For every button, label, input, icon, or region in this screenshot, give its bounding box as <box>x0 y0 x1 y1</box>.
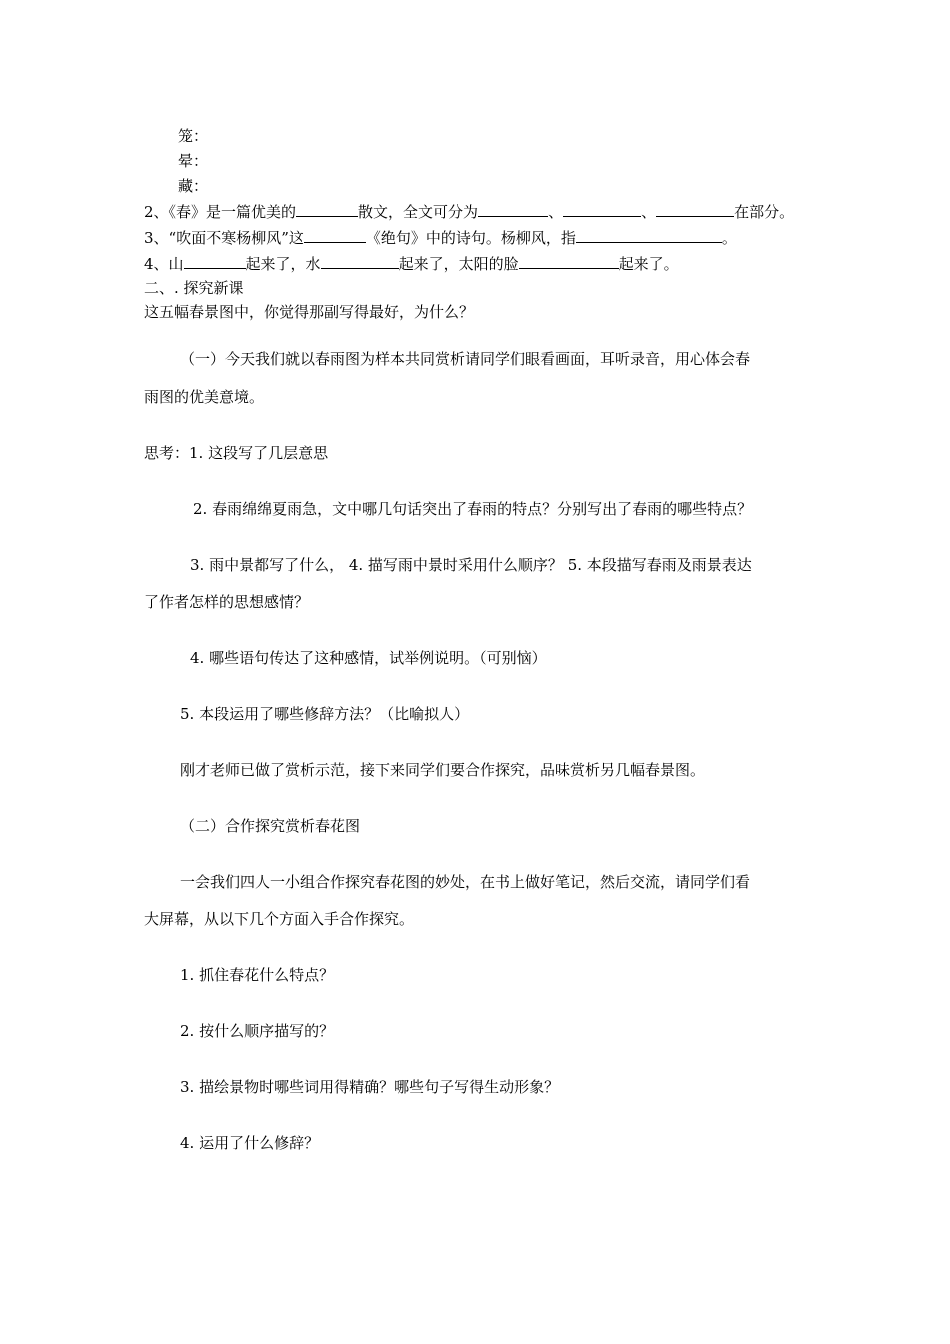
blank <box>296 201 358 217</box>
question-4: 4、山 起来了，水 起来了，太阳的脸 起来了。 <box>144 255 679 273</box>
part2-item-4: 4. 运用了什么修辞？ <box>180 1134 320 1152</box>
question-3: 3、“吹面不寒杨柳风”这 《绝句》中的诗句。杨柳风，指 。 <box>144 229 737 247</box>
think-heading: 思考：1. 这段写了几层意思 <box>144 444 329 462</box>
blank <box>576 227 722 243</box>
think-item-4: 4. 哪些语句传达了这种感情，试举例说明。（可别恼） <box>190 649 547 667</box>
blank <box>519 253 619 269</box>
part2-item-1: 1. 抓住春花什么特点？ <box>180 966 335 984</box>
part2-item-3: 3. 描绘景物时哪些词用得精确？哪些句子写得生动形象？ <box>180 1078 560 1096</box>
word-long: 笼： <box>178 127 209 145</box>
question-2: 2、《春》是一篇优美的 散文，全文可分为 、 、 在部分。 <box>144 203 795 221</box>
section-heading: 二、. 探究新课 <box>144 279 244 297</box>
part2-title: （二）合作探究赏析春花图 <box>180 817 361 835</box>
word-cang: 藏： <box>178 177 209 195</box>
para1-line1: （一）今天我们就以春雨图为样本共同赏析请同学们眼看画面，耳听录音，用心体会春 <box>180 350 751 368</box>
transition-text: 刚才老师已做了赏析示范，接下来同学们要合作探究，品味赏析另几幅春景图。 <box>180 761 706 779</box>
think-item-3-line1: 3. 雨中景都写了什么， 4. 描写雨中景时采用什么顺序？ 5. 本段描写春雨及雨景表达 <box>190 556 752 574</box>
intro-question: 这五幅春景图中，你觉得那副写得最好，为什么？ <box>144 303 475 321</box>
para1-line2: 雨图的优美意境。 <box>144 388 265 406</box>
part2-item-2: 2. 按什么顺序描写的？ <box>180 1022 335 1040</box>
part2-line1: 一会我们四人一小组合作探究春花图的妙处，在书上做好笔记，然后交流，请同学们看 <box>180 873 751 891</box>
part2-line2: 大屏幕，从以下几个方面入手合作探究。 <box>144 910 415 928</box>
think-item-2: 2. 春雨绵绵夏雨急，文中哪几句话突出了春雨的特点？分别写出了春雨的哪些特点？ <box>193 500 753 518</box>
blank <box>563 201 641 217</box>
word-yun: 晕： <box>178 152 209 170</box>
blank <box>304 227 366 243</box>
think-item-3-line2: 了作者怎样的思想感情？ <box>144 593 310 611</box>
blank <box>478 201 548 217</box>
blank <box>184 253 246 269</box>
blank <box>321 253 399 269</box>
blank <box>656 201 734 217</box>
think-item-5: 5. 本段运用了哪些修辞方法？（比喻拟人） <box>180 705 470 723</box>
